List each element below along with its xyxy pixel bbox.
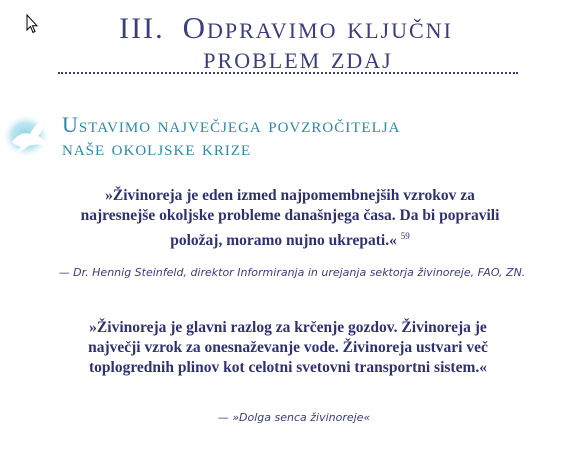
dotted-divider [58, 72, 518, 74]
quote-1-text: »Živinoreja je eden izmed najpomembnejših vzrokov za najresnejše okoljske probleme današnjega časa. Da bi popravili položaj, moramo nujno ukrepati.« [80, 187, 500, 250]
chapter-title-line2: problem zdaj [203, 40, 393, 75]
quote-2-attribution: — »Dolga senca živinoreje« [217, 411, 371, 424]
section-heading-line2: naše okoljske krize [62, 135, 252, 160]
section-heading-line1: Ustavimo največjega povzročitelja [62, 112, 401, 137]
quote-2 [88, 318, 488, 378]
quote-1 [80, 186, 500, 251]
chapter-title-continued [10, 42, 576, 73]
chapter-title-line1: Odpravimo ključni [182, 10, 453, 45]
quote-1-attribution: — Dr. Hennig Steinfeld, direktor Informiranja in urejanja sektorja živinoreje, FAO, ZN. [58, 266, 526, 279]
dove-icon [2, 112, 58, 160]
footnote-marker[interactable]: 59 [400, 231, 410, 241]
quote-2-text: »Živinoreja je glavni razlog za krčenje gozdov. Živinoreja je največji vzrok za onesnaževanje vode. Živinoreja ustvari več toplogrednih plinov kot celotni svetovni transportni sistem.« [88, 319, 488, 376]
chapter-number: III. [119, 12, 165, 45]
